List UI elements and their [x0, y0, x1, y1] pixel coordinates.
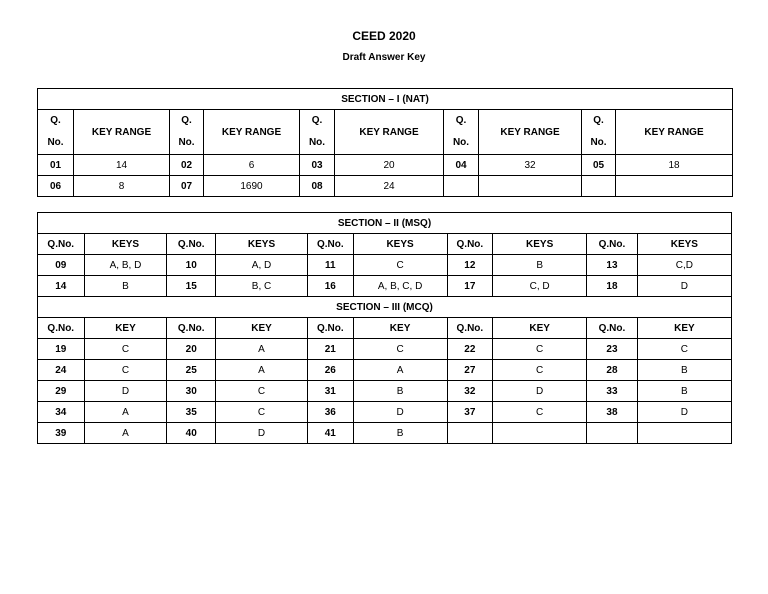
nat-answer-table	[37, 88, 733, 197]
no-label-line: No.	[47, 137, 64, 148]
mcq-answer-key: A	[216, 360, 308, 381]
mcq-answer-key	[493, 423, 587, 444]
page-subtitle: Draft Answer Key	[342, 52, 426, 63]
table-row	[38, 176, 733, 197]
mcq-question-number: 37	[447, 402, 493, 423]
msq-mcq-answer-table	[37, 212, 732, 444]
msq-question-number: 14	[38, 276, 85, 297]
mcq-answer-key	[637, 423, 731, 444]
nat-answer-key: 24	[335, 176, 444, 197]
msq-answer-key: D	[637, 276, 731, 297]
nat-question-number	[582, 176, 616, 197]
msq-answer-key: B	[493, 255, 587, 276]
column-header-key-range: KEY RANGE	[479, 110, 582, 155]
msq-answer-key: A, B, D	[84, 255, 167, 276]
mcq-question-number: 19	[38, 339, 85, 360]
mcq-answer-key: C	[637, 339, 731, 360]
table-row	[38, 276, 732, 297]
column-header-key: KEY	[353, 318, 447, 339]
msq-answer-key: C	[353, 255, 447, 276]
mcq-answer-key: A	[84, 402, 167, 423]
nat-question-number: 01	[38, 155, 74, 176]
mcq-question-number: 25	[167, 360, 216, 381]
nat-question-number: 05	[582, 155, 616, 176]
mcq-answer-key: C	[493, 339, 587, 360]
column-header-q-no: Q.No.	[447, 318, 493, 339]
nat-question-number: 08	[300, 176, 335, 197]
mcq-answer-key: C	[216, 381, 308, 402]
nat-answer-key: 14	[74, 155, 170, 176]
msq-question-number: 17	[447, 276, 493, 297]
column-header-q-no: Q.No.	[447, 234, 493, 255]
mcq-question-number: 22	[447, 339, 493, 360]
mcq-question-number	[587, 423, 638, 444]
nat-question-number: 03	[300, 155, 335, 176]
msq-question-number: 15	[167, 276, 216, 297]
nat-answer-key	[479, 176, 582, 197]
section-nat-title: SECTION – I (NAT)	[38, 89, 733, 110]
no-label-line: No.	[590, 137, 607, 148]
column-header-key: KEYS	[493, 234, 587, 255]
mcq-answer-key: A	[84, 423, 167, 444]
mcq-question-number: 26	[308, 360, 354, 381]
no-label-line: No.	[452, 137, 470, 148]
no-label-line: No.	[178, 137, 195, 148]
mcq-answer-key: C	[84, 360, 167, 381]
column-header-q-no	[444, 110, 479, 155]
mcq-question-number: 30	[167, 381, 216, 402]
column-header-q-no	[582, 110, 616, 155]
mcq-answer-key: C	[353, 339, 447, 360]
table-row	[38, 402, 732, 423]
msq-question-number: 12	[447, 255, 493, 276]
mcq-answer-key: D	[353, 402, 447, 423]
column-header-q-no: Q.No.	[308, 318, 354, 339]
column-header-key: KEYS	[216, 234, 308, 255]
mcq-question-number: 39	[38, 423, 85, 444]
mcq-question-number: 24	[38, 360, 85, 381]
msq-question-number: 11	[308, 255, 354, 276]
mcq-question-number: 27	[447, 360, 493, 381]
column-header-key: KEY	[216, 318, 308, 339]
mcq-answer-key: D	[637, 402, 731, 423]
mcq-answer-key: B	[353, 381, 447, 402]
column-header-q-no: Q.No.	[167, 234, 216, 255]
mcq-header-row	[38, 318, 732, 339]
section-mcq-title: SECTION – III (MCQ)	[38, 297, 732, 318]
column-header-q-no: Q.No.	[587, 234, 638, 255]
column-header-key-range: KEY RANGE	[74, 110, 170, 155]
mcq-question-number: 41	[308, 423, 354, 444]
q-label-line: Q.	[593, 115, 604, 126]
msq-answer-key: C, D	[493, 276, 587, 297]
msq-header-row	[38, 234, 732, 255]
column-header-key: KEYS	[353, 234, 447, 255]
table-row	[38, 381, 732, 402]
msq-question-number: 09	[38, 255, 85, 276]
mcq-answer-key: C	[493, 360, 587, 381]
mcq-question-number	[447, 423, 493, 444]
nat-question-number: 04	[444, 155, 479, 176]
no-label-line: No.	[308, 137, 326, 148]
mcq-question-number: 28	[587, 360, 638, 381]
table-row	[38, 339, 732, 360]
msq-answer-key: C,D	[637, 255, 731, 276]
table-row	[38, 360, 732, 381]
msq-question-number: 16	[308, 276, 354, 297]
mcq-answer-key: B	[637, 381, 731, 402]
column-header-key: KEY	[637, 318, 731, 339]
column-header-q-no: Q.No.	[167, 318, 216, 339]
column-header-q-no	[300, 110, 335, 155]
mcq-question-number: 34	[38, 402, 85, 423]
section-msq-title: SECTION – II (MSQ)	[38, 213, 732, 234]
mcq-question-number: 20	[167, 339, 216, 360]
nat-answer-key: 1690	[204, 176, 300, 197]
msq-answer-key: B, C	[216, 276, 308, 297]
q-label-line: Q.	[455, 115, 467, 126]
mcq-answer-key: B	[353, 423, 447, 444]
mcq-question-number: 33	[587, 381, 638, 402]
nat-answer-key: 18	[616, 155, 733, 176]
mcq-answer-key: C	[493, 402, 587, 423]
mcq-question-number: 35	[167, 402, 216, 423]
column-header-q-no	[38, 110, 74, 155]
mcq-question-number: 36	[308, 402, 354, 423]
mcq-answer-key: A	[353, 360, 447, 381]
msq-answer-key: A, B, C, D	[353, 276, 447, 297]
mcq-question-number: 21	[308, 339, 354, 360]
column-header-q-no: Q.No.	[587, 318, 638, 339]
nat-answer-key: 20	[335, 155, 444, 176]
msq-question-number: 10	[167, 255, 216, 276]
column-header-key-range: KEY RANGE	[616, 110, 733, 155]
mcq-answer-key: C	[216, 402, 308, 423]
table-row	[38, 155, 733, 176]
q-label-line: Q.	[50, 115, 61, 126]
mcq-question-number: 38	[587, 402, 638, 423]
nat-question-number: 06	[38, 176, 74, 197]
q-label-line: Q.	[311, 115, 323, 126]
page-title: CEED 2020	[352, 29, 416, 43]
mcq-answer-key: B	[637, 360, 731, 381]
column-header-key-range: KEY RANGE	[335, 110, 444, 155]
mcq-answer-key: D	[84, 381, 167, 402]
mcq-answer-key: C	[84, 339, 167, 360]
q-label-line: Q.	[181, 115, 192, 126]
mcq-question-number: 31	[308, 381, 354, 402]
msq-question-number: 13	[587, 255, 638, 276]
nat-question-number	[444, 176, 479, 197]
column-header-key-range: KEY RANGE	[204, 110, 300, 155]
nat-answer-key: 6	[204, 155, 300, 176]
mcq-question-number: 40	[167, 423, 216, 444]
mcq-answer-key: D	[216, 423, 308, 444]
mcq-question-number: 29	[38, 381, 85, 402]
mcq-answer-key: D	[493, 381, 587, 402]
column-header-q-no: Q.No.	[38, 234, 85, 255]
mcq-question-number: 23	[587, 339, 638, 360]
msq-answer-key: B	[84, 276, 167, 297]
column-header-key: KEY	[493, 318, 587, 339]
table-row	[38, 255, 732, 276]
table-row	[38, 423, 732, 444]
column-header-key: KEYS	[637, 234, 731, 255]
column-header-key: KEY	[84, 318, 167, 339]
nat-question-number: 02	[170, 155, 204, 176]
column-header-q-no: Q.No.	[308, 234, 354, 255]
mcq-answer-key: A	[216, 339, 308, 360]
nat-answer-key	[616, 176, 733, 197]
nat-question-number: 07	[170, 176, 204, 197]
column-header-key: KEYS	[84, 234, 167, 255]
mcq-question-number: 32	[447, 381, 493, 402]
column-header-q-no	[170, 110, 204, 155]
nat-answer-key: 32	[479, 155, 582, 176]
msq-answer-key: A, D	[216, 255, 308, 276]
column-header-q-no: Q.No.	[38, 318, 85, 339]
msq-question-number: 18	[587, 276, 638, 297]
nat-answer-key: 8	[74, 176, 170, 197]
